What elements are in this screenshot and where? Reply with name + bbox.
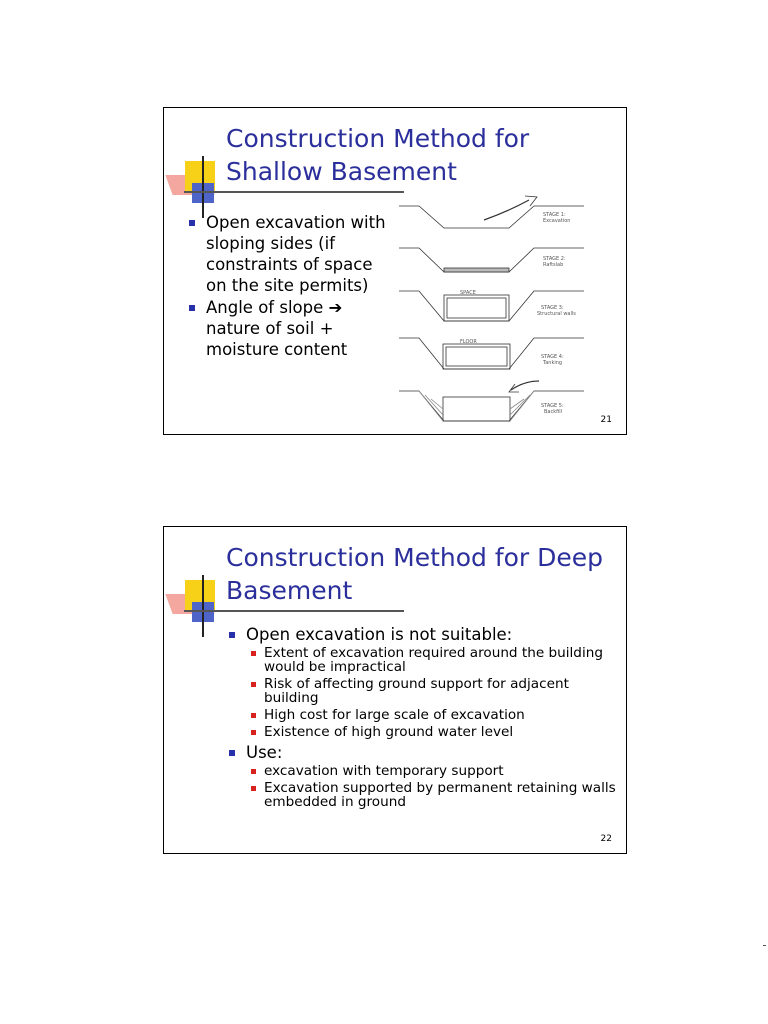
bullet-text: Open excavation is not suitable: — [246, 625, 513, 644]
stage-sub: Raftslab — [543, 262, 564, 268]
sub-bullet-item: excavation with temporary support — [246, 764, 618, 778]
bullet-item: Angle of slope ➔ nature of soil + moisture content — [188, 297, 388, 360]
stage-sub: Excavation — [543, 218, 571, 224]
page-number: 22 — [600, 834, 612, 844]
bullet-item — [228, 624, 618, 739]
sub-bullet-list — [246, 646, 618, 739]
sub-bullet-item: High cost for large scale of excavation — [246, 708, 618, 722]
bullet-list — [228, 624, 618, 812]
basement-stages-diagram — [399, 186, 589, 431]
sub-bullet-item: Extent of excavation required around the building would be impractical — [246, 646, 618, 674]
stage-label: STAGE 5: — [541, 403, 564, 409]
stage-label: STAGE 2: — [543, 256, 566, 262]
space-label: SPACE — [460, 290, 476, 296]
stage-sub: Structural walls — [537, 311, 576, 317]
sub-bullet-item: Excavation supported by permanent retaining walls embedded in ground — [246, 781, 618, 809]
sub-bullet-item: Existence of high ground water level — [246, 725, 618, 739]
scan-mark — [763, 945, 766, 946]
page-number: 21 — [600, 415, 612, 425]
slide-title: Construction Method for Deep Basement — [226, 543, 604, 605]
bullet-item: Open excavation with sloping sides (if constraints of space on the site permits) — [188, 212, 388, 296]
bullet-list — [188, 212, 388, 361]
slide-21 — [163, 107, 627, 435]
stage-sub: Tanking — [543, 360, 563, 366]
bullet-text: Use: — [246, 743, 283, 762]
title-decoration — [164, 527, 234, 637]
sub-bullet-item: Risk of affecting ground support for adjacent building — [246, 677, 618, 705]
title-decoration — [164, 108, 234, 218]
stage-label: STAGE 3: — [541, 305, 564, 311]
bullet-item — [228, 742, 618, 809]
slide-22 — [163, 526, 627, 854]
stage-sub: Backfill — [544, 409, 563, 415]
slide-title: Construction Method for Shallow Basement — [226, 124, 530, 186]
floor-label: FLOOR — [460, 339, 477, 345]
stage-label: STAGE 1: — [543, 212, 566, 218]
sub-bullet-list — [246, 764, 618, 809]
stage-label: STAGE 4: — [541, 354, 564, 360]
